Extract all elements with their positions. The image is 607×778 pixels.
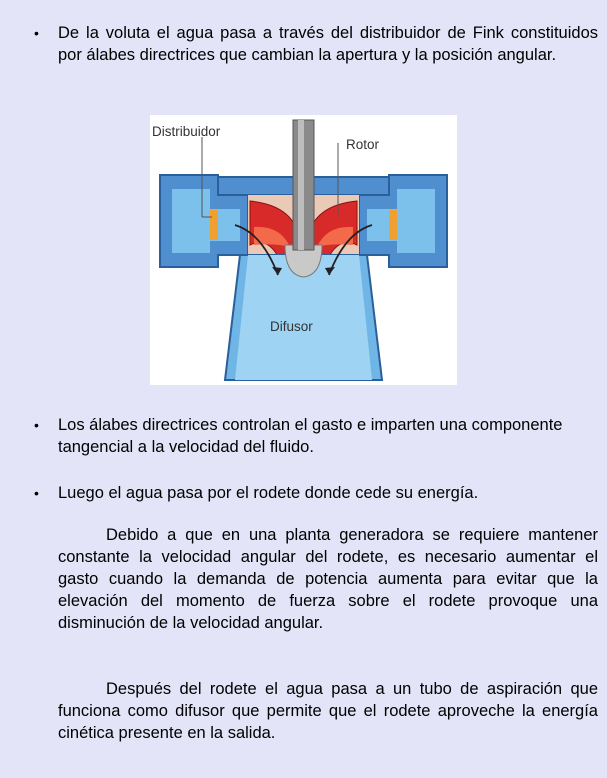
turbine-illustration — [150, 115, 457, 385]
label-rotor: Rotor — [346, 137, 380, 152]
bullet-icon: • — [34, 25, 39, 41]
label-distribuidor: Distribuidor — [152, 124, 221, 139]
paragraph-velocidad-angular: Debido a que en una planta generadora se requiere mantener constante la velocidad angular del rodete, es necesario aumentar el gasto cuando la demanda de potencia aumenta para evitar que la elevación del momento de fuerza sobre el rodete provoque una disminución de la velocidad angular. — [58, 526, 598, 632]
bullet-item-voluta — [34, 22, 598, 66]
bullet-text-rodete: Luego el agua pasa por el rodete donde cede su energía. — [58, 484, 479, 502]
paragraph-tubo-aspiracion: Después del rodete el agua pasa a un tubo de aspiración que funciona como difusor que permite que el rodete aproveche la energía cinética presente en la salida. — [58, 680, 598, 742]
bullet-text-alabes: Los álabes directrices controlan el gasto e imparten una componente tangencial a la velocidad del fluido. — [58, 416, 563, 456]
bullet-icon: • — [34, 485, 39, 501]
bullet-text-voluta: De la voluta el agua pasa a través del distribuidor de Fink constituidos por álabes directrices que cambian la apertura y la posición angular. — [58, 24, 598, 64]
bullet-item-alabes — [34, 414, 598, 458]
bullet-icon: • — [34, 417, 39, 433]
bullet-item-rodete — [34, 482, 598, 504]
turbine-diagram — [150, 115, 457, 385]
label-difusor: Difusor — [270, 319, 313, 334]
